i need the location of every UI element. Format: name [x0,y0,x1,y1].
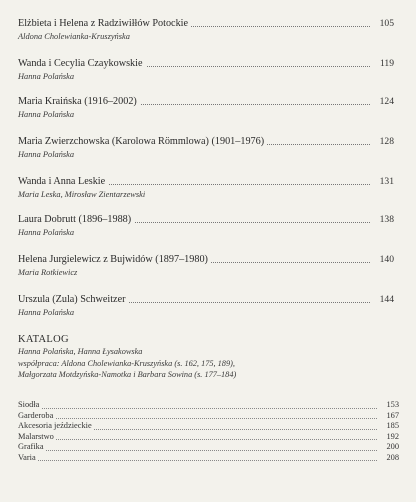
entry-author: Maria Leska, Mirosław Zientarzewski [18,190,146,199]
subsection-row [18,421,399,432]
katalog-subsections [18,400,399,464]
entry-title: Maria Zwierzchowska (Karolowa Römmlowa) (1901–1976) [18,135,267,148]
entry-author: Hanna Polańska [18,228,75,237]
entry-author: Maria Rotkiewicz [18,268,78,277]
dot-leader [18,408,377,409]
subsection-page-number: 167 [386,410,399,420]
subsection-row [18,442,399,453]
entry-title: Helena Jurgielewicz z Bujwidów (1897–1980) [18,253,211,266]
subsection-page-number: 185 [386,421,399,431]
dot-leader [18,439,377,440]
entry-page-number: 124 [377,95,394,108]
subsection-label: Malarstwo [18,431,54,441]
toc-entry [18,95,394,120]
subsection-row [18,453,399,464]
dot-leader [18,460,377,461]
katalog-section [18,333,398,381]
entry-author: Hanna Polańska [18,308,75,317]
entry-title: Elżbieta i Helena z Radziwiłłów Potockie [18,17,191,30]
entry-page-number: 140 [377,253,394,266]
entry-page-number: 119 [377,57,394,70]
katalog-collaborators: współpraca: Aldona Cholewianka-Kruszyńska (s. 162, 175, 189), [18,358,235,368]
entry-title: Maria Kraińska (1916–2002) [18,95,140,108]
subsection-label: Akcesoria jeździeckie [18,421,92,431]
subsection-row [18,432,399,443]
entry-author: Hanna Polańska [18,72,75,81]
toc-entry [18,135,394,160]
subsection-page-number: 192 [386,431,399,441]
subsection-label: Varia [18,452,36,462]
entry-page-number: 105 [377,17,394,30]
entry-title: Wanda i Anna Leskie [18,175,108,188]
entry-author: Aldona Cholewianka-Kruszyńska [18,32,130,41]
subsection-row [18,411,399,422]
katalog-heading: KATALOG [18,334,69,345]
entry-title: Laura Dobrutt (1896–1988) [18,213,134,226]
dot-leader [18,450,377,451]
toc-entry [18,253,394,278]
entry-page-number: 144 [377,293,394,306]
entry-author: Hanna Polańska [18,110,75,119]
subsection-label: Grafika [18,442,44,452]
subsection-label: Siodła [18,400,40,409]
subsection-page-number: 200 [386,442,399,452]
entry-title: Urszula (Zula) Schweitzer [18,293,129,306]
toc-entry [18,213,394,238]
toc-entry [18,175,394,200]
entry-page-number: 138 [377,213,394,226]
subsection-page-number: 153 [386,400,399,409]
toc-entry [18,17,394,42]
toc-entry [18,293,394,318]
entry-title: Wanda i Cecylia Czaykowskie [18,57,146,70]
katalog-authors: Hanna Polańska, Hanna Łysakowska [18,347,143,356]
subsection-page-number: 208 [386,452,399,462]
toc-entry [18,57,394,82]
subsection-row [18,400,399,411]
entry-author: Hanna Polańska [18,150,75,159]
dot-leader [18,418,377,419]
katalog-collaborators-cont: Małgorzata Motdzyńska-Namotka i Barbara Sowina (s. 177–184) [18,370,237,379]
subsection-label: Garderoba [18,410,54,420]
entry-page-number: 131 [377,175,394,188]
entry-page-number: 128 [377,135,394,148]
